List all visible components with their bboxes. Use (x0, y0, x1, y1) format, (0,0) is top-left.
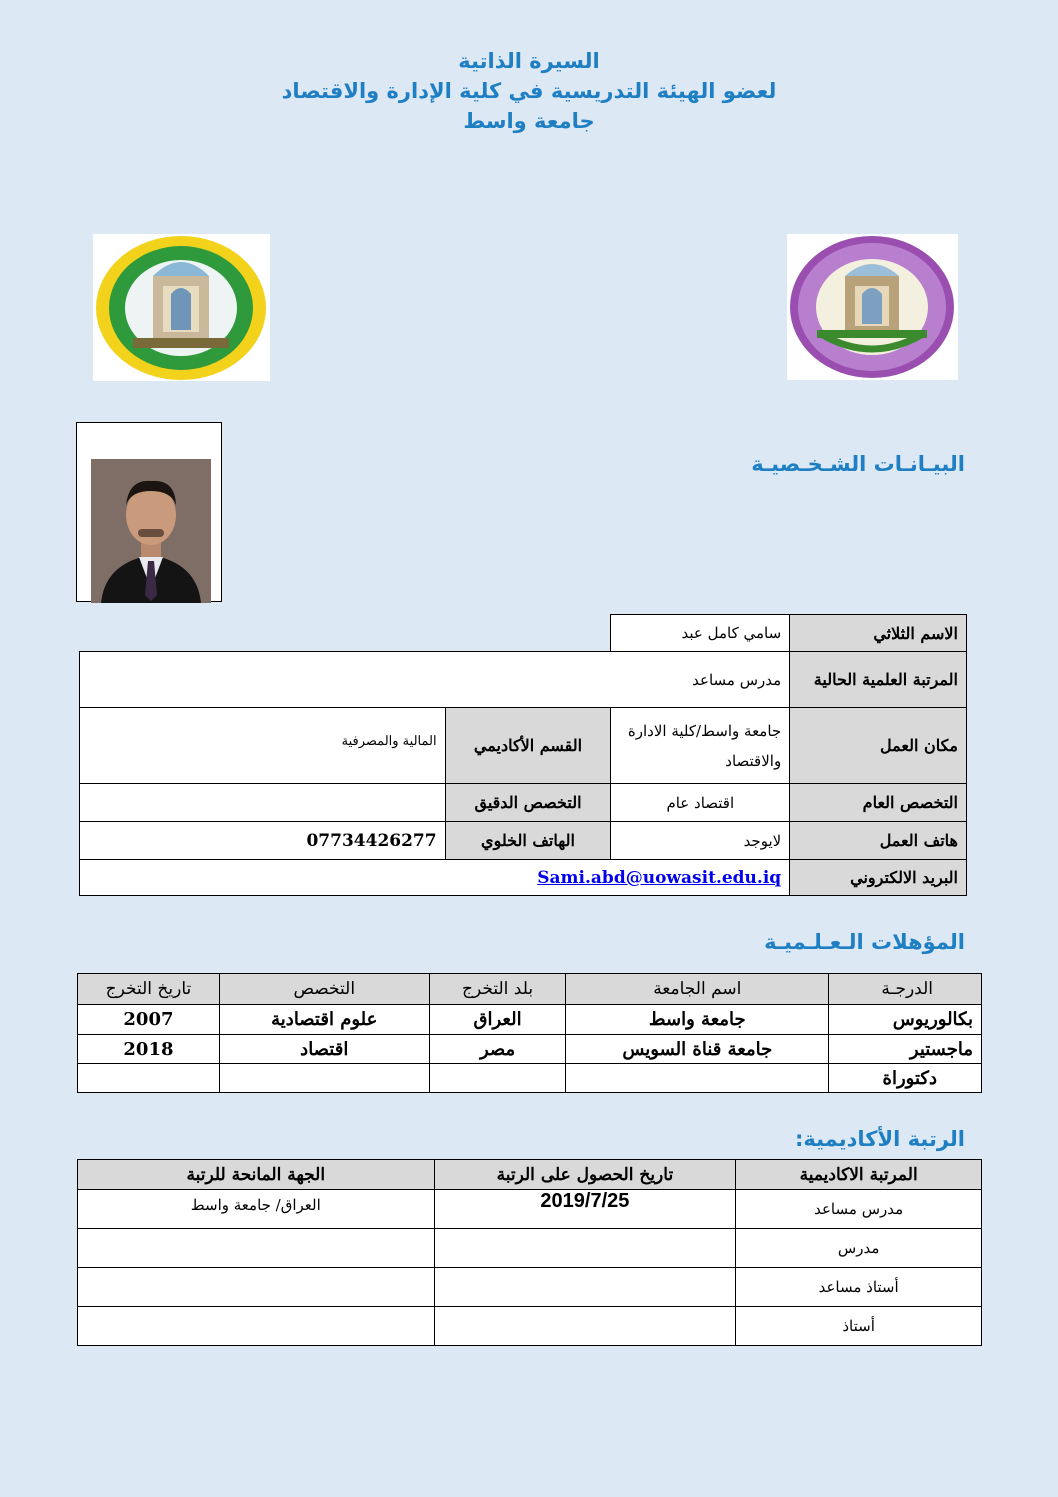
graduation-date-cell: 2018 (78, 1035, 220, 1064)
work-phone-value: لايوجد (611, 822, 790, 860)
rank-cell: أستاذ (736, 1307, 982, 1346)
university-header: اسم الجامعة (566, 974, 829, 1005)
email-link[interactable]: Sami.abd@uowasit.edu.iq (537, 867, 782, 888)
college-logo (787, 234, 958, 380)
rank-date-cell (434, 1268, 736, 1307)
avatar (91, 459, 211, 603)
table-row (78, 1307, 982, 1346)
specialization-cell (219, 1064, 429, 1093)
rank-header: المرتبة الاكاديمية (736, 1160, 982, 1190)
header-university: جامعة واسط (463, 109, 595, 133)
country-header: بلد التخرج (429, 974, 566, 1005)
workplace-row (80, 708, 967, 784)
university-seal-icon (93, 234, 270, 381)
table-row (78, 1190, 982, 1229)
name-label: الاسم الثلاثي (790, 615, 967, 652)
personal-info-table (79, 614, 967, 896)
degree-header: الدرجـة (829, 974, 982, 1005)
rank-value: مدرس مساعد (80, 652, 790, 708)
email-label: البريد الالكتروني (790, 860, 967, 896)
rank-cell: مدرس مساعد (736, 1190, 982, 1229)
table-row (78, 1035, 982, 1064)
rank-date-header: تاريخ الحصول على الرتبة (434, 1160, 736, 1190)
university-logo (93, 234, 270, 381)
header-title: السيرة الذاتية (458, 49, 600, 73)
rank-grantor-cell (78, 1229, 435, 1268)
specialization-row (80, 784, 967, 822)
table-header-row (78, 1160, 982, 1190)
degree-cell: دكتوراة (829, 1064, 982, 1093)
academic-rank-table (77, 1159, 982, 1346)
precise-spec-label: التخصص الدقيق (445, 784, 611, 822)
table-row (78, 1268, 982, 1307)
qualifications-section-title: المؤهلات الـعـلـميـة (764, 930, 965, 954)
qualifications-table (77, 973, 982, 1093)
degree-cell: بكالوريوس (829, 1005, 982, 1035)
rank-row (80, 652, 967, 708)
university-cell (566, 1064, 829, 1093)
rank-cell: أستاذ مساعد (736, 1268, 982, 1307)
specialization-header: التخصص (219, 974, 429, 1005)
table-row (78, 1064, 982, 1093)
department-value: المالية والمصرفية (80, 708, 446, 784)
university-cell: جامعة قناة السويس (566, 1035, 829, 1064)
name-row (80, 615, 967, 652)
header-subtitle: لعضو الهيئة التدريسية في كلية الإدارة والاقتصاد (281, 79, 777, 103)
rank-grantor-cell: العراق/ جامعة واسط (78, 1190, 435, 1229)
table-row (78, 1005, 982, 1035)
rank-date-cell: 2019/7/25 (434, 1190, 736, 1229)
rank-grantor-cell (78, 1307, 435, 1346)
country-cell (429, 1064, 566, 1093)
degree-cell: ماجستير (829, 1035, 982, 1064)
specialization-cell: علوم اقتصادية (219, 1005, 429, 1035)
rank-label: المرتبة العلمية الحالية (790, 652, 967, 708)
personal-section-title: البيـانـات الشـخـصيـة (751, 452, 965, 476)
general-spec-label: التخصص العام (790, 784, 967, 822)
country-cell: مصر (429, 1035, 566, 1064)
rank-date-cell (434, 1307, 736, 1346)
profile-photo-frame (76, 422, 222, 602)
page-header (0, 46, 1058, 136)
specialization-cell: اقتصاد (219, 1035, 429, 1064)
rank-grantor-header: الجهة المانحة للرتبة (78, 1160, 435, 1190)
email-row (80, 860, 967, 896)
table-header-row (78, 974, 982, 1005)
academic-rank-section-title: الرتبة الأكاديمية: (794, 1127, 965, 1151)
university-cell: جامعة واسط (566, 1005, 829, 1035)
rank-cell: مدرس (736, 1229, 982, 1268)
graduation-date-header: تاريخ التخرج (78, 974, 220, 1005)
college-seal-icon (787, 234, 958, 380)
department-label: القسم الأكاديمي (445, 708, 611, 784)
workplace-label: مكان العمل (790, 708, 967, 784)
name-value: سامي كامل عبد (611, 615, 790, 652)
general-spec-value: اقتصاد عام (611, 784, 790, 822)
graduation-date-cell (78, 1064, 220, 1093)
mobile-label: الهاتف الخلوي (445, 822, 611, 860)
person-icon (91, 459, 211, 603)
work-phone-label: هاتف العمل (790, 822, 967, 860)
workplace-value: جامعة واسط/كلية الادارة والاقتصاد (611, 708, 790, 784)
mobile-value: 07734426277 (80, 822, 446, 860)
rank-date-cell (434, 1229, 736, 1268)
phone-row (80, 822, 967, 860)
graduation-date-cell: 2007 (78, 1005, 220, 1035)
rank-grantor-cell (78, 1268, 435, 1307)
country-cell: العراق (429, 1005, 566, 1035)
table-row (78, 1229, 982, 1268)
precise-spec-value (80, 784, 446, 822)
